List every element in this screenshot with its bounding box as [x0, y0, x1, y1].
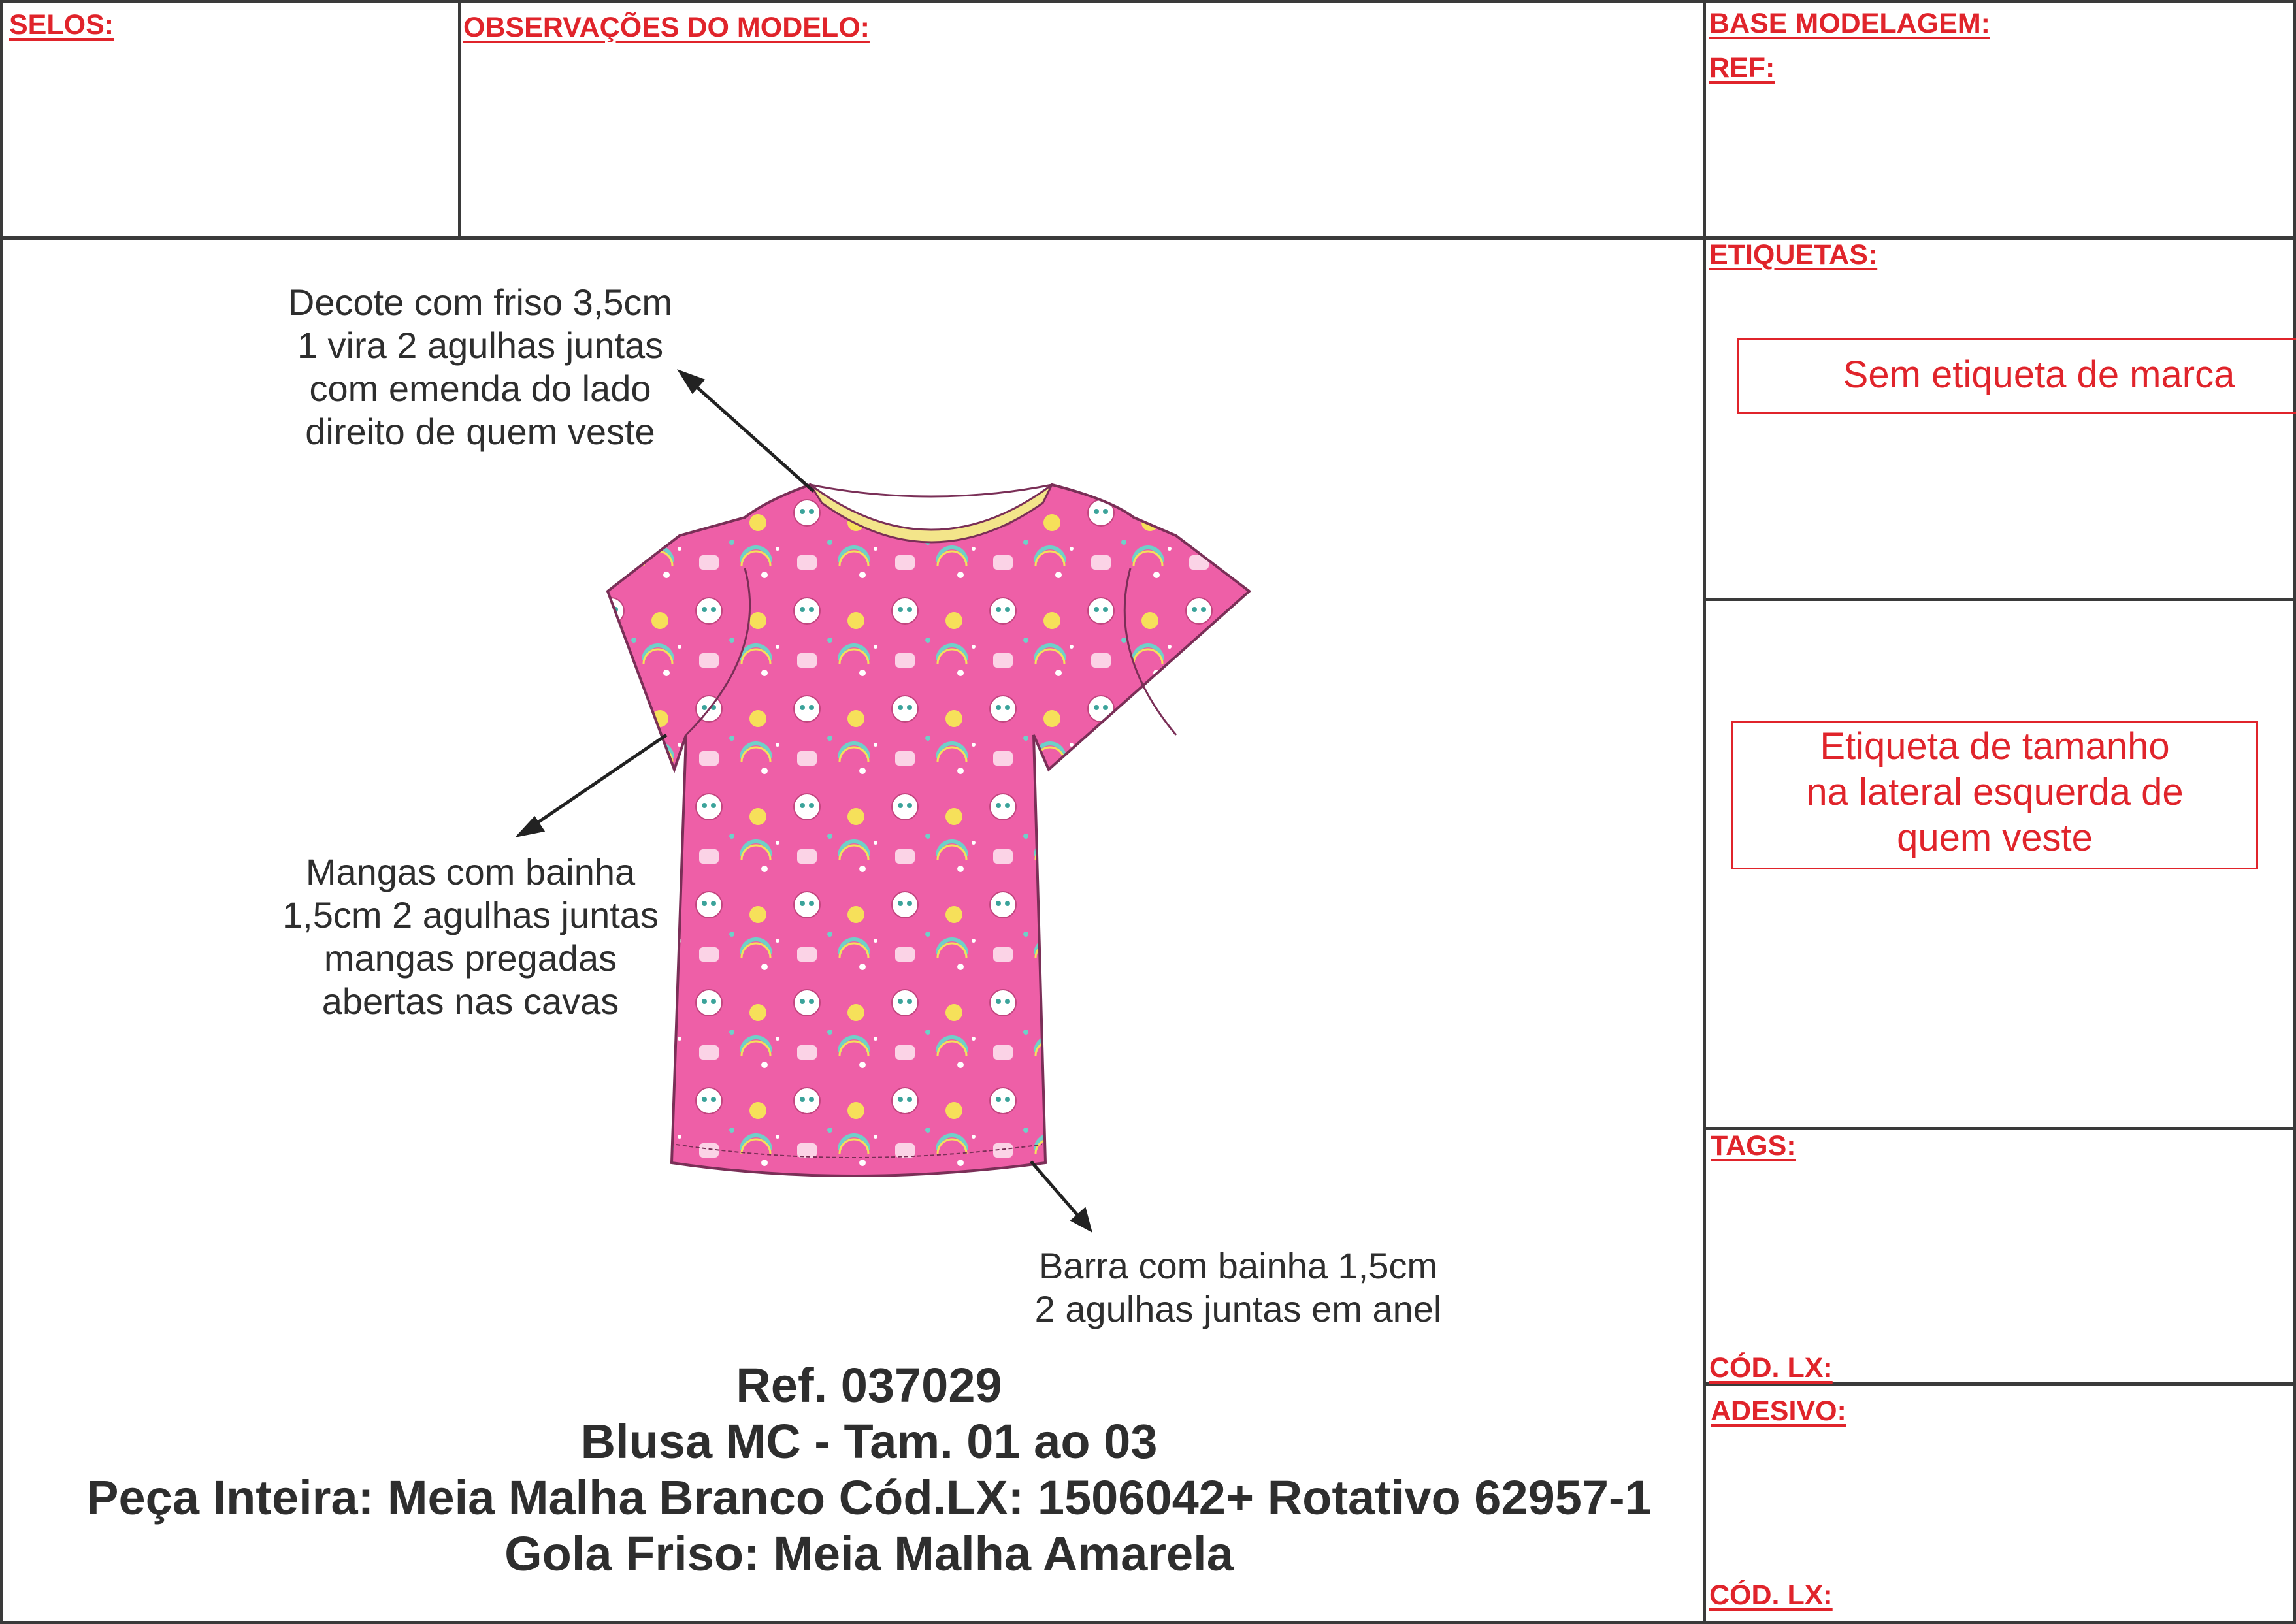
hem-line: 2 agulhas juntas em anel	[1034, 1288, 1442, 1329]
neckline-line: direito de quem veste	[305, 411, 655, 452]
neckline-line: Decote com friso 3,5cm	[287, 282, 673, 323]
product-collar-fabric: Gola Friso: Meia Malha Amarela	[504, 1527, 1234, 1581]
product-title-block	[26, 1357, 1712, 1582]
product-ref: Ref. 037029	[736, 1358, 1002, 1412]
sleeves-line: mangas pregadas	[323, 937, 617, 979]
tags-label: TAGS:	[1711, 1130, 1796, 1161]
size-label-line: quem veste	[1897, 817, 2093, 859]
size-label-line: na lateral esquerda de	[1806, 771, 2184, 813]
selos-label: SELOS:	[9, 9, 114, 41]
hem-note	[974, 1244, 1503, 1331]
neckline-note	[216, 281, 745, 453]
shirt-body	[608, 485, 1249, 1176]
ref-label: REF:	[1709, 52, 1775, 84]
brand-label-text: Sem etiqueta de marca	[1843, 353, 2235, 396]
neckline-line: 1 vira 2 agulhas juntas	[297, 325, 664, 366]
product-body-fabric: Peça Inteira: Meia Malha Branco Cód.LX: 1506042+ Rotativo 62957-1	[86, 1470, 1652, 1525]
size-label-line: Etiqueta de tamanho	[1820, 725, 2170, 768]
cod-lx-label-2: CÓD. LX:	[1709, 1580, 1833, 1611]
neckline-line: com emenda do lado	[309, 368, 651, 409]
cod-lx-label: CÓD. LX:	[1709, 1352, 1833, 1384]
base-modelagem-label: BASE MODELAGEM:	[1709, 8, 1990, 39]
sleeves-line: 1,5cm 2 agulhas juntas	[282, 894, 659, 935]
sleeves-line: abertas nas cavas	[321, 981, 619, 1022]
product-name: Blusa MC - Tam. 01 ao 03	[580, 1414, 1158, 1469]
sleeves-note	[209, 851, 732, 1023]
hem-line: Barra com bainha 1,5cm	[1038, 1245, 1438, 1286]
adesivo-label: ADESIVO:	[1711, 1395, 1846, 1427]
arrow-icon	[1031, 1161, 1090, 1229]
etiquetas-label: ETIQUETAS:	[1709, 239, 1878, 270]
sleeves-line: Mangas com bainha	[305, 851, 636, 892]
arrow-icon	[519, 735, 666, 835]
observacoes-label: OBSERVAÇÕES DO MODELO:	[463, 12, 870, 43]
